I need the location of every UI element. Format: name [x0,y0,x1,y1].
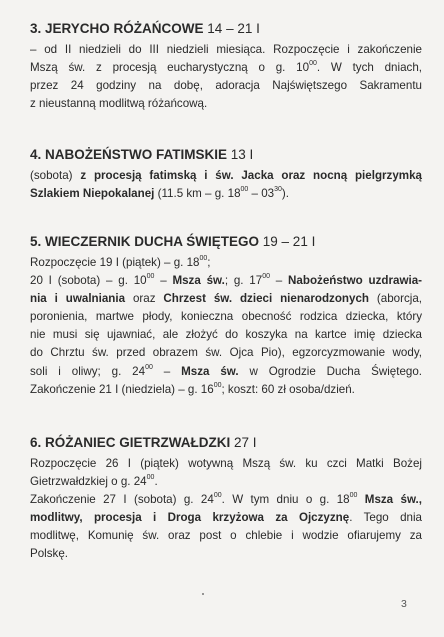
body-text: z nieustanną modlitwą różańcową. [30,97,208,111]
superscript-minutes: 00 [262,273,271,281]
bold-text: Msza św. [172,274,225,288]
body-text: poronienia, martwe płody, konieczna obecność rodzica dziecka, który [30,310,422,324]
body-text: Gietrzwałdzkiej o g. 24 [30,475,147,489]
body-text: 20 I (sobota) – g. 10 [30,274,147,288]
body-text: . W tych dniach, [316,61,422,75]
body-text: Rozpoczęcie 26 I (piątek) wotywną Mszą św. ku czci Matki Bożej [30,457,422,470]
section-jerycho-rozancowe [30,21,422,113]
superscript-minutes: 00 [213,492,222,500]
bold-text: Chrzest św. dzieci nienarodzonych [163,292,369,306]
body-text: ). [281,187,289,201]
page-number: 3 [401,598,407,610]
body-text: (sobota) [30,169,81,182]
bold-text: z procesją fatimską i św. Jacka oraz nocną pielgrzymką [80,169,422,182]
body-text: soli i oliwy; g. 24 [30,364,146,378]
body-text: modlitwę, Komunię św. oraz post o chlebie i wodzie ofiarujemy za [30,529,422,543]
body-text: nie musi się ujawniać, ale złożyć do koszyka na kartce imię dziecka [30,328,422,342]
section-wieczernik-ducha-swietego [30,234,422,399]
text-line [30,344,422,362]
text-line [30,254,422,272]
text-line [30,381,422,399]
body-text: – [152,364,182,378]
text-line [30,290,422,308]
body-text: (11.5 km – g. 18 [154,187,241,201]
bold-text: Nabożeństwo uzdrawia- [288,274,423,288]
section-heading [30,234,422,250]
section-heading [30,21,422,37]
section-dates: 19 – 21 I [262,234,316,249]
text-line [30,308,422,326]
superscript-minutes: 00 [213,381,222,389]
superscript-minutes: 00 [199,255,208,263]
body-text: do Chrztu św. przed obrazem św. Ojca Pio), egzorcyzmowanie wody, [30,346,422,360]
text-line [30,272,422,290]
text-line [30,491,422,509]
section-nabozenstwo-fatimskie [30,147,422,203]
bold-text: modlitwy, procesja i Droga krzyżowa za Ojczyznę [30,511,350,525]
section-heading [30,147,422,163]
body-text: Zakończenie 27 I (sobota) g. 24 [30,493,214,507]
body-text: Polskę. [30,547,69,561]
body-text [357,493,364,506]
body-text: – [154,274,173,288]
section-title: 3. JERYCHO RÓŻAŃCOWE [30,21,204,36]
section-heading [30,435,422,451]
print-speck [202,593,204,595]
bold-text: nia i uwalniania [30,292,126,306]
superscript-minutes: 00 [146,474,155,482]
text-line [30,545,422,563]
body-text: – [270,274,289,288]
text-line [30,41,422,59]
superscript-minutes: 00 [145,363,153,371]
section-dates: 13 I [230,147,254,162]
body-text: ; [207,256,211,269]
body-text: . Tego dnia [349,511,423,525]
text-line [30,185,422,203]
text-line [30,95,422,113]
section-dates: 14 – 21 I [207,21,260,36]
text-line [30,509,422,527]
text-line [30,363,422,381]
body-text: Zakończenie 21 I (niedziela) – g. 16 [30,382,214,396]
section-title: 5. WIECZERNIK DUCHA ŚWIĘTEGO [30,234,260,249]
body-text: ; koszt: 60 zł osoba/dzień. [221,382,355,396]
body-text: ; g. 17 [224,274,263,288]
body-text: . W tym dniu o g. 18 [221,493,350,507]
bold-text: Msza św. [181,364,239,378]
superscript-minutes: 00 [309,60,317,68]
text-line [30,167,422,185]
section-title: 4. NABOŻEŃSTWO FATIMSKIE [30,147,228,162]
body-text: Rozpoczęcie 19 I (piątek) – g. 18 [30,256,200,269]
superscript-minutes: 00 [349,492,358,500]
text-line [30,326,422,344]
section-rozaniec-gietrzwaldzki [30,435,422,564]
bold-text: Szlakiem Niepokalanej [30,187,155,201]
superscript-minutes: 30 [274,186,282,194]
text-line [30,473,422,491]
superscript-minutes: 00 [146,273,155,281]
body-text: w Ogrodzie Ducha Świętego. [238,364,423,378]
superscript-minutes: 00 [240,186,249,194]
text-line [30,455,422,473]
body-text: – od II niedzieli do III niedzieli miesiąca. Rozpoczęcie i zakończenie [30,43,422,56]
body-text: przez 24 godziny na dobę, adoracja Najświętszego Sakramentu [30,79,422,93]
text-line [30,527,422,545]
body-text: – 03 [248,187,275,201]
text-line [30,59,422,77]
section-title: 6. RÓŻANIEC GIETRZWAŁDZKI [30,435,231,450]
body-text: oraz [125,292,164,306]
body-text: . [154,475,158,489]
bold-text: Msza św., [364,493,422,507]
section-dates: 27 I [234,435,257,450]
body-text: (aborcja, [369,292,423,306]
text-line [30,77,422,95]
body-text: Mszą św. z procesją eucharystyczną o g. 10 [30,61,310,75]
